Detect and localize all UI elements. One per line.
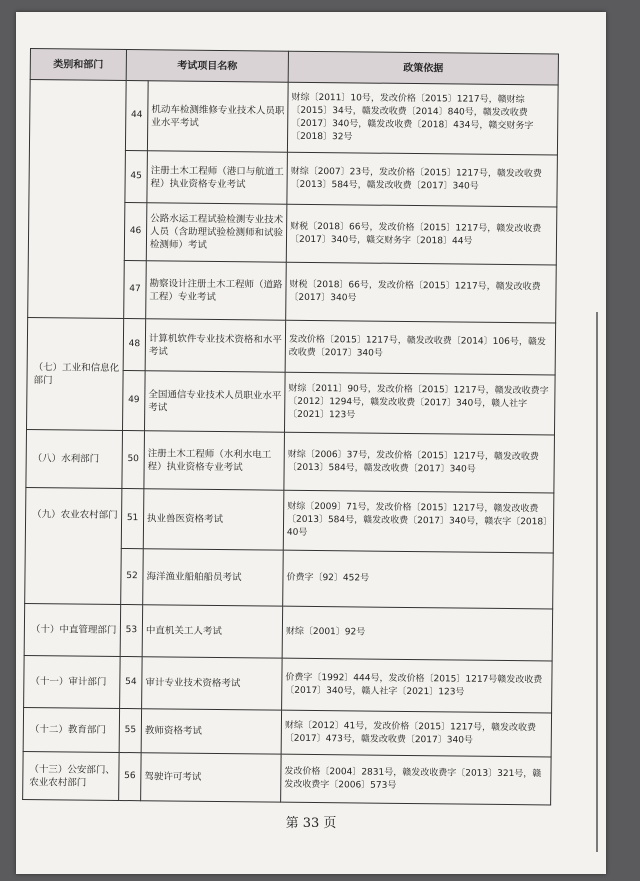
policy-basis: 财综〔2009〕71号，发改价格〔2015〕1217号，赣发改收费〔2013〕584号，赣发改收费〔2017〕340号，赣农字〔2018〕40号 (283, 490, 554, 553)
row-number: 51 (121, 488, 144, 548)
document-page (16, 12, 606, 874)
row-number: 50 (122, 430, 145, 488)
table-row (25, 487, 554, 553)
policy-basis: 财税〔2018〕66号，发改价格〔2015〕1217号，赣发改收费〔2017〕340号，赣交财务字〔2018〕44号 (286, 204, 557, 265)
row-number: 44 (125, 81, 148, 151)
exam-name: 计算机软件专业技术资格和水平考试 (145, 319, 286, 372)
category-cell: （十三）公安部门、农业农村部门 (23, 751, 119, 800)
table-row (26, 429, 555, 493)
policy-basis: 财综〔2007〕23号，发改价格〔2015〕1217号，赣发改收费〔2013〕584号，赣发改收费〔2017〕340号 (287, 152, 558, 207)
exam-name: 驾驶许可考试 (141, 753, 281, 802)
exam-name: 注册土木工程师（港口与航道工程）执业资格专业考试 (147, 151, 288, 204)
category-cell: （七）工业和信息化部门 (27, 317, 124, 430)
row-number: 46 (124, 203, 147, 261)
table-row (24, 603, 553, 661)
row-number: 55 (119, 708, 141, 752)
table-sheet (22, 48, 590, 834)
header-basis: 政策依据 (288, 51, 558, 85)
policy-basis: 财综〔2006〕37号，发改价格〔2015〕1217号，赣发改收费〔2013〕584号，赣发改收费〔2017〕340号 (284, 432, 555, 493)
exam-fee-table (22, 48, 559, 805)
exam-name: 教师资格考试 (141, 709, 281, 754)
header-category: 类别和部门 (30, 49, 126, 81)
policy-basis: 财税〔2018〕66号，发改价格〔2015〕1217号，赣发改收费〔2017〕340号 (286, 262, 557, 323)
category-cell (28, 80, 126, 319)
table-row (29, 80, 558, 156)
row-number: 48 (123, 318, 146, 370)
policy-basis: 发改价格〔2015〕1217号，赣发改收费〔2014〕106号，赣发改收费〔2017〕340号 (285, 320, 556, 375)
row-number: 45 (125, 151, 148, 203)
table-row (23, 751, 551, 805)
category-cell: （十二）教育部门 (23, 707, 119, 752)
policy-basis: 财综〔2012〕41号，发改价格〔2015〕1217号，赣发改收费〔2017〕473号，赣发改收费〔2017〕340号 (281, 710, 551, 757)
policy-basis: 价费字〔92〕452号 (283, 550, 554, 609)
exam-name: 中直机关工人考试 (142, 605, 283, 658)
exam-name: 注册土木工程师（水利水电工程）执业资格专业考试 (144, 431, 285, 490)
category-cell: （十）中直管理部门 (24, 603, 121, 656)
header-exam-name: 考试项目名称 (126, 50, 288, 83)
row-number: 47 (124, 260, 147, 318)
binding-edge (590, 312, 598, 852)
row-number: 49 (122, 370, 145, 430)
row-number: 54 (120, 656, 143, 708)
exam-name: 公路水运工程试验检测专业技术人员（含助理试验检测师和试验检测师）考试 (146, 203, 287, 262)
policy-basis: 财综〔2011〕90号，发改价格〔2015〕1217号，赣发改收费字〔2012〕1294号，赣发改收费〔2017〕340号，赣人社字〔2021〕123号 (284, 372, 555, 435)
table-row (24, 655, 553, 713)
policy-basis: 财综〔2001〕92号 (282, 606, 553, 661)
policy-basis: 发改价格〔2004〕2831号，赣发改收费字〔2013〕321号，赣发改收费字〔2006〕573号 (281, 754, 551, 805)
exam-name: 勘察设计注册土木工程师（道路工程）专业考试 (146, 261, 287, 320)
exam-name: 审计专业技术资格考试 (142, 657, 283, 710)
exam-name: 全国通信专业技术人员职业水平考试 (144, 371, 285, 432)
policy-basis: 价费字〔1992〕444号，发改价格〔2015〕1217号赣发改收费〔2017〕340号，赣人社字〔2021〕123号 (282, 658, 553, 713)
category-cell: （九）农业农村部门 (25, 487, 122, 604)
exam-name: 机动车检测维修专业技术人员职业水平考试 (147, 81, 288, 152)
exam-name: 海洋渔业船舶船员考试 (143, 549, 284, 606)
page-number: 第 33 页 (285, 816, 337, 831)
table-row (23, 707, 551, 757)
row-number: 52 (121, 548, 144, 604)
category-cell: （十一）审计部门 (24, 655, 121, 708)
exam-name: 执业兽医资格考试 (143, 489, 284, 550)
table-row (27, 317, 556, 375)
row-number: 56 (119, 752, 142, 800)
row-number: 53 (120, 604, 143, 656)
category-cell: （八）水利部门 (26, 429, 123, 488)
policy-basis: 财综〔2011〕10号，发改价格〔2015〕1217号，赣财综〔2015〕34号，赣发改收费〔2014〕840号，赣发改收费〔2017〕340号，赣发改收费〔2018〕434号，赣交财务字〔2018〕32号 (287, 82, 558, 155)
